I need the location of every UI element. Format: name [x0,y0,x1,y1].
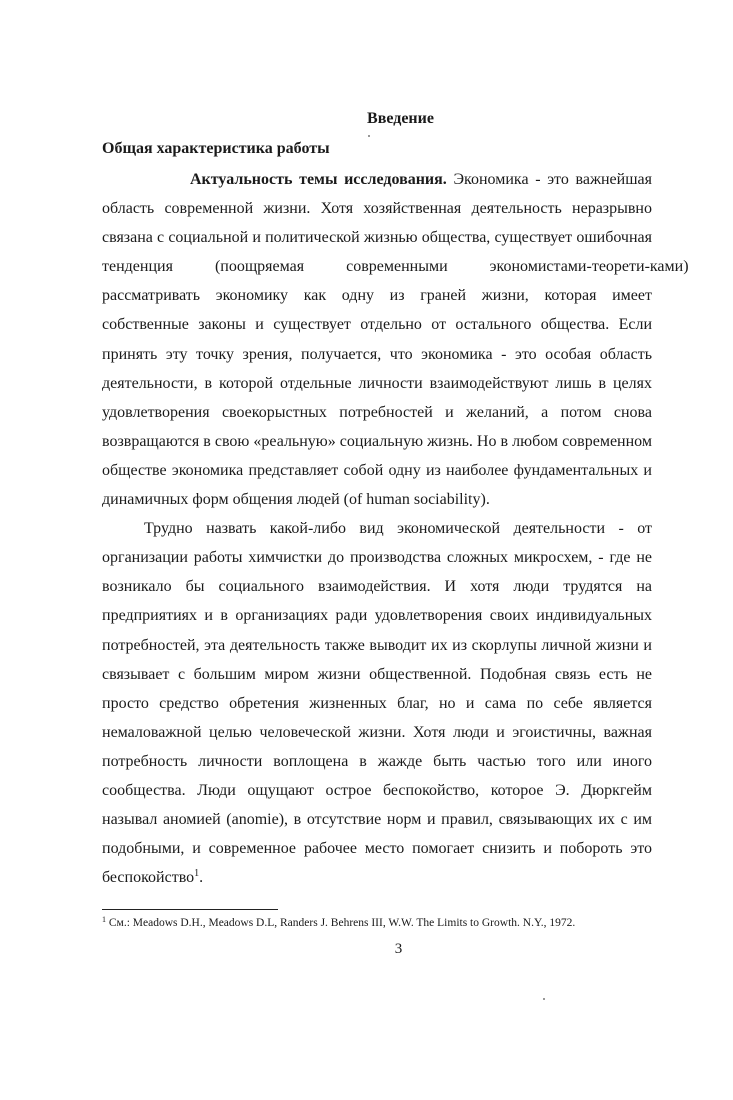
lead-bold-text: Актуальность темы исследования. [190,171,447,188]
paragraph-2-line: беспокойство$^1$. [102,868,204,887]
paragraph-1-line: собственные законы и существует отдельно от остального общества. Если [102,316,652,334]
paragraph-1-line: тенденция (поощряемая современными экономистами-теорети-ками) [102,258,689,276]
scan-speck [543,998,545,1000]
page-number: 3 [394,941,403,957]
paragraph-2-line: немаловажной целью человеческой жизни. Хотя люди и эгоистичны, важная [102,723,652,741]
paragraph-1-line: обществе экономика представляет собой одну из наиболее фундаментальных и [102,461,652,479]
footnote-text: См.: Meadows D.H., Meadows D.L, Randers J. Behrens III, W.W. The Limits to Growth. N.Y., 1972. [106,917,576,929]
paragraph-1-line: удовлетворения своекорыстных потребностей и желаний, а потом снова [102,403,652,421]
body-text [102,165,689,892]
paragraph-2-line: связывает с большим миром жизни общественной. Подобная связь есть не [102,665,652,683]
page-title: Введение [367,110,434,127]
paragraph-2-line: Трудно назвать какой-либо вид экономической деятельности - от [144,520,652,538]
paragraph-1-line: динамичных форм общения людей (of human sociability). [102,491,490,509]
paragraph-2-line: просто средство обретения жизненных благ, но и сама по себе является [102,694,652,712]
paragraph-2-line: сообщества. Люди ощущают острое беспокойство, которое Э. Дюркгейм [102,781,652,799]
footnote-reference[interactable]: 1 [194,868,200,880]
paragraph-1-line: связана с социальной и политической жизнью общества, существует ошибочная [102,229,652,247]
paragraph-1-line: Актуальность темы исследования. Экономика - это важнейшая [190,171,653,188]
footnote [102,917,575,929]
paragraph-1-line: рассматривать экономику как одну из граней жизни, которая имеет [102,287,652,305]
paragraph-2-line: возникало бы социального взаимодействия. И хотя люди трудятся на [102,578,652,596]
paragraph-1-line: возвращаются в свою «реальную» социальную жизнь. Но в любом современном [102,432,652,450]
footnote-marker: 1 [102,915,106,924]
paragraph-2-line: организации работы химчистки до производства сложных микросхем, - где не [102,549,652,567]
section-heading: Общая характеристика работы [102,140,330,157]
footnote-separator [102,909,278,910]
paragraph-2-line: потребностей, эта деятельность также выводит их из скорлупы личной жизни и [102,636,652,654]
paragraph-1-line: деятельности, в которой отдельные личности взаимодействуют лишь в целях [102,374,652,392]
paragraph-2-line: предприятиях и в организациях ради удовлетворения своих индивидуальных [102,607,652,625]
paragraph-2-line: подобными, и современное рабочее место помогает снизить и побороть это [102,840,652,858]
paragraph-1-line: область современной жизни. Хотя хозяйственная деятельность неразрывно [102,200,652,218]
scan-speck [368,135,370,137]
paragraph-1-line: принять эту точку зрения, получается, что экономика - это особая область [102,345,652,363]
paragraph-2-line: потребность личности воплощена в жажде быть частью того или иного [102,752,652,770]
paragraph-2-line: называл аномией (anomie), в отсутствие норм и правил, связывающих их с им [102,811,652,829]
